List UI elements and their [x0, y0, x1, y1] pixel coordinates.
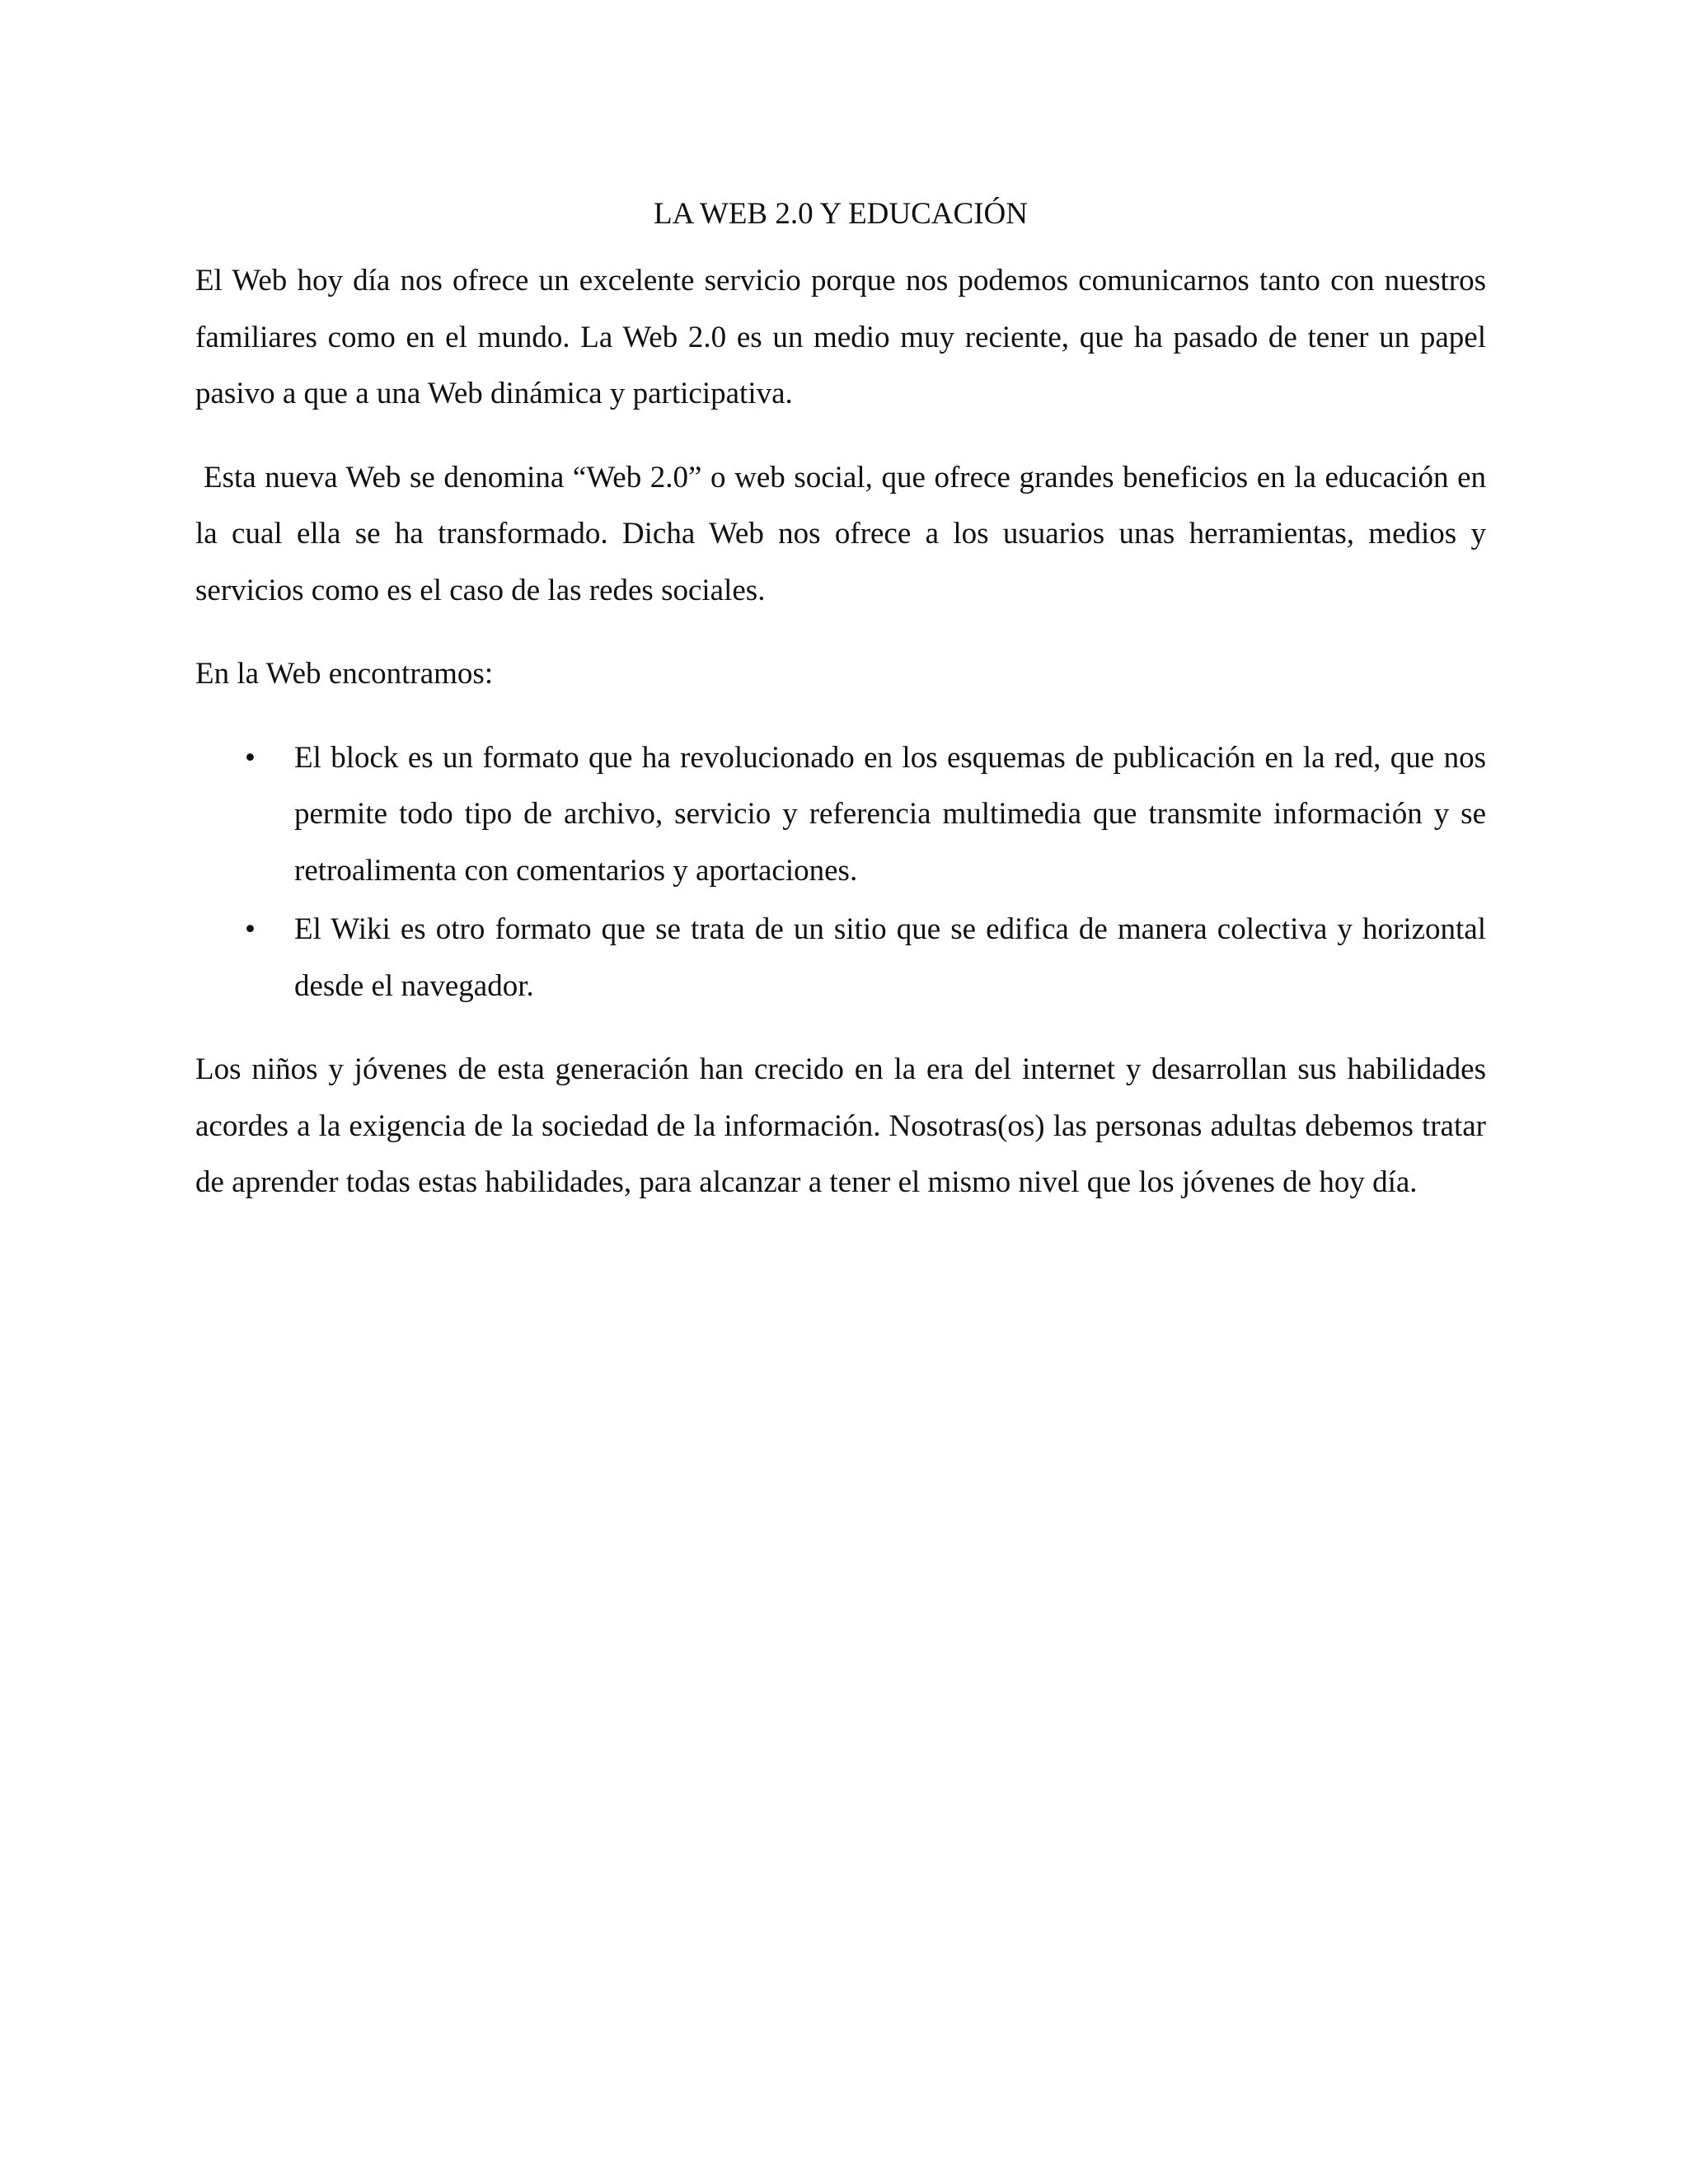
- bullet-item-wiki: [195, 902, 1486, 1015]
- document-title: LA WEB 2.0 Y EDUCACIÓN: [654, 197, 1028, 231]
- bullet-text-wiki: El Wiki es otro formato que se trata de un sitio que se edifica de manera colectiva y horizontal desde el navegador.: [294, 912, 1486, 1003]
- paragraph-closing: Los niños y jóvenes de esta generación han crecido en la era del internet y desarrollan sus habilidades acordes a la exigencia de la sociedad de la información. Nosotras(os) las personas adultas debemos tratar de aprender todas estas habilidades, para alcanzar a tener el mismo nivel que los jóvenes de hoy día.: [195, 1052, 1486, 1199]
- bullet-list: [195, 730, 1486, 1015]
- paragraph-list-intro: En la Web encontramos:: [195, 657, 494, 691]
- document-body: [195, 188, 1486, 1239]
- bullet-icon: •: [245, 740, 256, 775]
- paragraph-web-social: Esta nueva Web se denomina “Web 2.0” o web social, que ofrece grandes beneficios en la educación en la cual ella se ha transformado. Dicha Web nos ofrece a los usuarios unas herramientas, medios y servicios como es el caso de las redes sociales.: [195, 460, 1486, 607]
- bullet-item-block: [195, 730, 1486, 900]
- bullet-text-block: El block es un formato que ha revolucionado en los esquemas de publicación en la red, que nos permite todo tipo de archivo, servicio y referencia multimedia que transmite información y se retroalimenta con comentarios y aportaciones.: [294, 740, 1486, 888]
- paragraph-intro: El Web hoy día nos ofrece un excelente servicio porque nos podemos comunicarnos tanto con nuestros familiares como en el mundo. La Web 2.0 es un medio muy reciente, que ha pasado de tener un papel pasivo a que a una Web dinámica y participativa.: [195, 264, 1486, 410]
- bullet-icon: •: [245, 912, 256, 946]
